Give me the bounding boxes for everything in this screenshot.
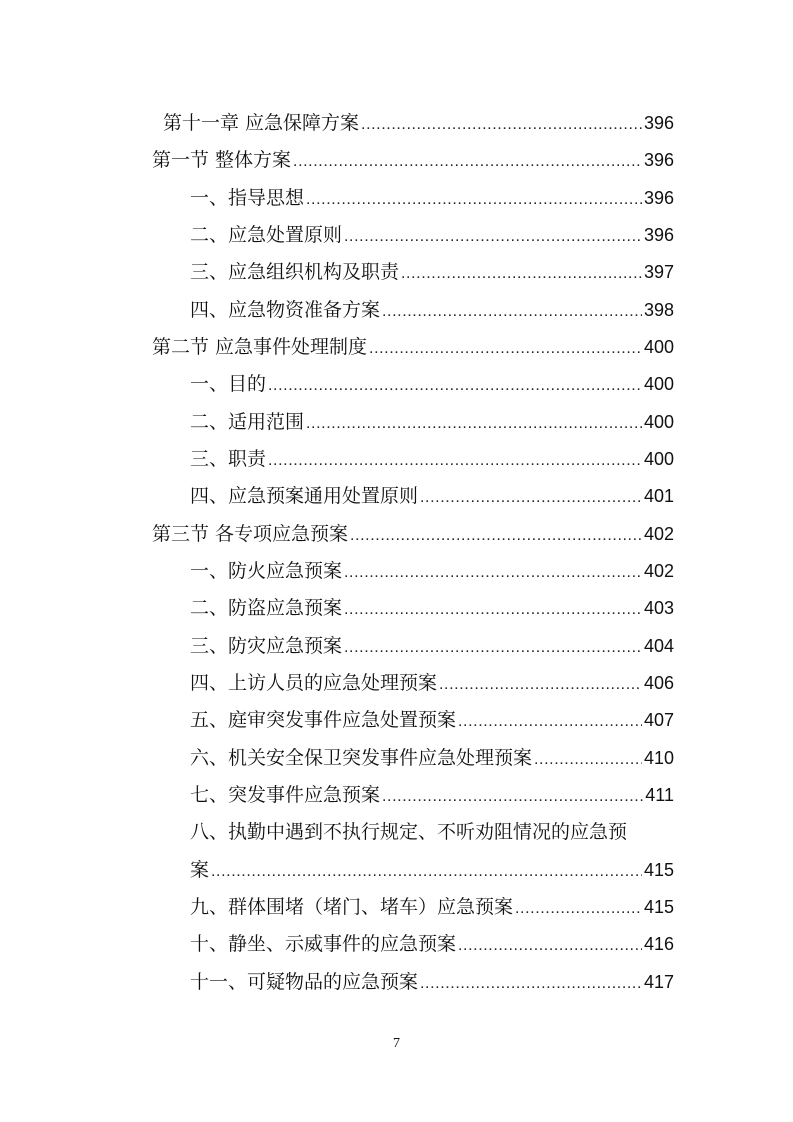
leader-dots	[268, 377, 642, 395]
toc-page: 396	[643, 150, 674, 170]
toc-page: 404	[643, 636, 674, 656]
toc-page: 400	[643, 337, 674, 357]
toc-item[interactable]	[190, 780, 674, 807]
toc-page: 402	[643, 524, 674, 544]
toc-page: 402	[643, 561, 674, 581]
toc-page: 398	[643, 300, 674, 320]
leader-dots	[420, 975, 642, 993]
toc-page: 396	[643, 113, 674, 133]
toc-page: 397	[643, 262, 674, 282]
toc-item[interactable]	[190, 967, 674, 994]
toc-title: 一、指导思想	[190, 187, 305, 209]
toc-title: 一、目的	[190, 373, 267, 395]
toc-item[interactable]	[190, 295, 674, 322]
toc-title: 七、突发事件应急预案	[190, 784, 381, 806]
toc-item[interactable]	[190, 369, 674, 396]
toc-title: 二、适用范围	[190, 411, 305, 433]
toc-title: 三、职责	[190, 448, 267, 470]
toc-item[interactable]	[190, 855, 674, 882]
leader-dots	[344, 228, 642, 246]
toc-title-cont: 案	[190, 859, 210, 881]
toc-page: 415	[643, 860, 674, 880]
toc-page: 417	[643, 972, 674, 992]
toc-title: 六、机关安全保卫突发事件应急处理预案	[190, 747, 533, 769]
toc-item[interactable]	[190, 220, 674, 247]
leader-dots	[420, 489, 642, 507]
toc-item[interactable]	[190, 929, 674, 956]
toc-item[interactable]	[190, 705, 674, 732]
toc-section-2[interactable]	[152, 332, 674, 359]
toc-item[interactable]	[190, 743, 674, 770]
toc-item[interactable]	[190, 593, 674, 620]
leader-dots	[401, 265, 642, 283]
toc-title: 四、应急预案通用处置原则	[190, 485, 419, 507]
toc-title: 一、防火应急预案	[190, 560, 343, 582]
leader-dots	[369, 340, 642, 358]
toc-title: 二、应急处置原则	[190, 224, 343, 246]
toc-page: 411	[645, 785, 674, 805]
toc-item[interactable]	[190, 631, 674, 658]
toc-title: 四、上访人员的应急处理预案	[190, 672, 438, 694]
leader-dots	[458, 713, 642, 731]
leader-dots	[382, 788, 643, 806]
toc-item[interactable]	[190, 257, 674, 284]
leader-dots	[361, 116, 642, 134]
toc-page: 406	[643, 673, 674, 693]
toc-item[interactable]	[190, 668, 674, 695]
toc-item[interactable]	[190, 556, 674, 583]
toc-section-1[interactable]	[152, 145, 674, 172]
toc-item[interactable]	[190, 444, 674, 471]
toc-page: 415	[643, 897, 674, 917]
leader-dots	[382, 303, 642, 321]
toc-title-line[interactable]: 八、执勤中遇到不执行规定、不听劝阻情况的应急预	[190, 821, 628, 843]
toc-chapter-11[interactable]	[163, 108, 674, 135]
page-number: 7	[393, 1036, 400, 1051]
leader-dots	[534, 751, 642, 769]
toc-title: 九、群体围堵（堵门、堵车）应急预案	[190, 896, 514, 918]
leader-dots	[439, 676, 642, 694]
toc-page: 416	[643, 934, 674, 954]
leader-dots	[515, 900, 642, 918]
toc-page: 403	[643, 598, 674, 618]
toc-title: 三、防灾应急预案	[190, 635, 343, 657]
toc-page: 396	[643, 188, 674, 208]
toc-page: 400	[643, 412, 674, 432]
leader-dots	[344, 639, 642, 657]
leader-dots	[293, 153, 642, 171]
toc-title: 十一、可疑物品的应急预案	[190, 971, 419, 993]
toc-title: 第一节 整体方案	[152, 149, 292, 171]
leader-dots	[458, 937, 642, 955]
leader-dots	[344, 564, 642, 582]
leader-dots	[211, 863, 642, 881]
toc-page: 400	[643, 449, 674, 469]
toc-page: 410	[643, 748, 674, 768]
leader-dots	[306, 191, 642, 209]
toc-item[interactable]	[190, 407, 674, 434]
toc-item[interactable]	[190, 481, 674, 508]
toc-title: 第二节 应急事件处理制度	[152, 336, 368, 358]
toc-section-3[interactable]	[152, 519, 674, 546]
toc-title: 十、静坐、示威事件的应急预案	[190, 933, 457, 955]
toc-page: 396	[643, 225, 674, 245]
toc-title: 第三节 各专项应急预案	[152, 523, 349, 545]
toc-page: 407	[643, 710, 674, 730]
toc-item[interactable]	[190, 892, 674, 919]
leader-dots	[350, 527, 642, 545]
toc-item[interactable]	[190, 183, 674, 210]
toc-page: 401	[643, 486, 674, 506]
toc-title: 四、应急物资准备方案	[190, 299, 381, 321]
leader-dots	[306, 415, 642, 433]
toc-title: 第十一章 应急保障方案	[163, 112, 360, 134]
leader-dots	[344, 601, 642, 619]
toc-page: 400	[643, 374, 674, 394]
leader-dots	[268, 452, 642, 470]
toc-title: 五、庭审突发事件应急处置预案	[190, 709, 457, 731]
toc-title: 三、应急组织机构及职责	[190, 261, 400, 283]
toc-title: 二、防盗应急预案	[190, 597, 343, 619]
